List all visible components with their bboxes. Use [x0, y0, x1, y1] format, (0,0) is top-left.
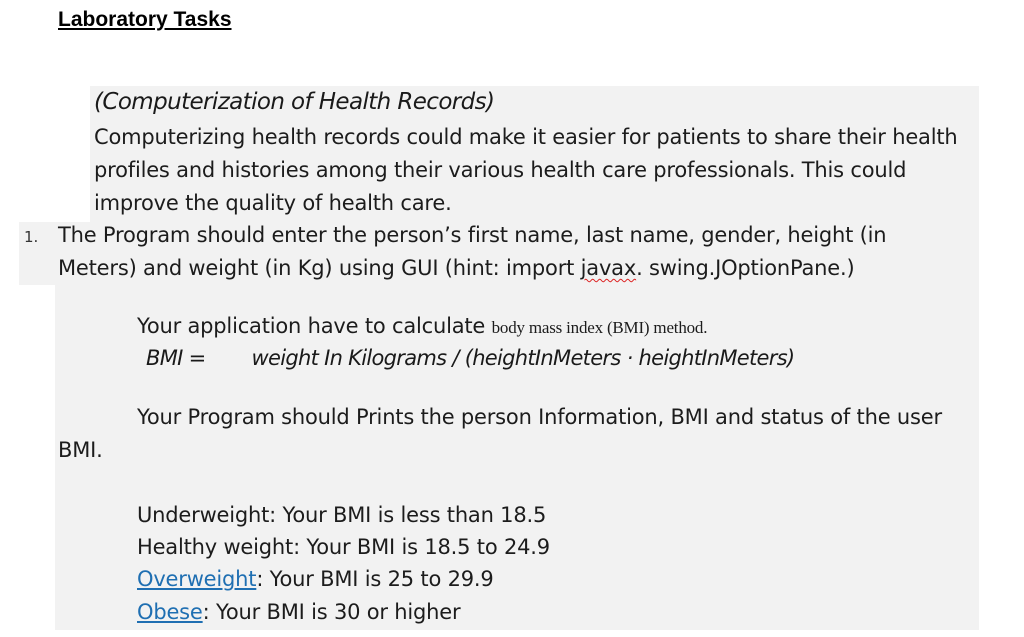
list-number: 1.	[24, 228, 39, 246]
status-overweight	[137, 567, 494, 591]
section-subtitle: (Computerization of Health Records)	[94, 89, 495, 115]
calc-line	[137, 314, 707, 338]
intro-line-1: Computerizing health records could make it easier for patients to share their health	[94, 125, 958, 149]
intro-line-2: profiles and histories among their various health care professionals. This could	[94, 158, 907, 182]
obese-range: : Your BMI is 30 or higher	[202, 600, 461, 624]
status-healthy: Healthy weight: Your BMI is 18.5 to 24.9	[137, 535, 550, 559]
overweight-link[interactable]: Overweight	[137, 567, 257, 591]
print-line-2: BMI.	[58, 438, 103, 462]
spelling-flag-javax[interactable]: javax	[580, 256, 637, 280]
bmi-formula	[146, 346, 794, 370]
status-underweight: Underweight: Your BMI is less than 18.5	[137, 503, 547, 527]
calc-text: Your application have to calculate	[137, 314, 492, 338]
task-line-2-end: . swing.JOptionPane.)	[636, 256, 855, 280]
formula-lhs: BMI =	[146, 346, 206, 370]
formula-rhs: weight In Kilograms / (heightInMeters · heightInMeters)	[251, 346, 795, 370]
overweight-range: : Your BMI is 25 to 29.9	[256, 567, 494, 591]
task-line-2-start: Meters) and weight (in Kg) using GUI (hint: import	[58, 256, 581, 280]
obese-link[interactable]: Obese	[137, 600, 203, 624]
status-obese	[137, 600, 460, 624]
document-heading: Laboratory Tasks	[58, 8, 232, 31]
print-line-1: Your Program should Prints the person Information, BMI and status of the user	[137, 405, 942, 429]
intro-line-3: improve the quality of health care.	[94, 191, 452, 215]
calc-method: body mass index (BMI) method.	[491, 318, 708, 337]
task-line-2	[58, 256, 854, 280]
task-line-1: The Program should enter the person’s first name, last name, gender, height (in	[58, 223, 887, 247]
